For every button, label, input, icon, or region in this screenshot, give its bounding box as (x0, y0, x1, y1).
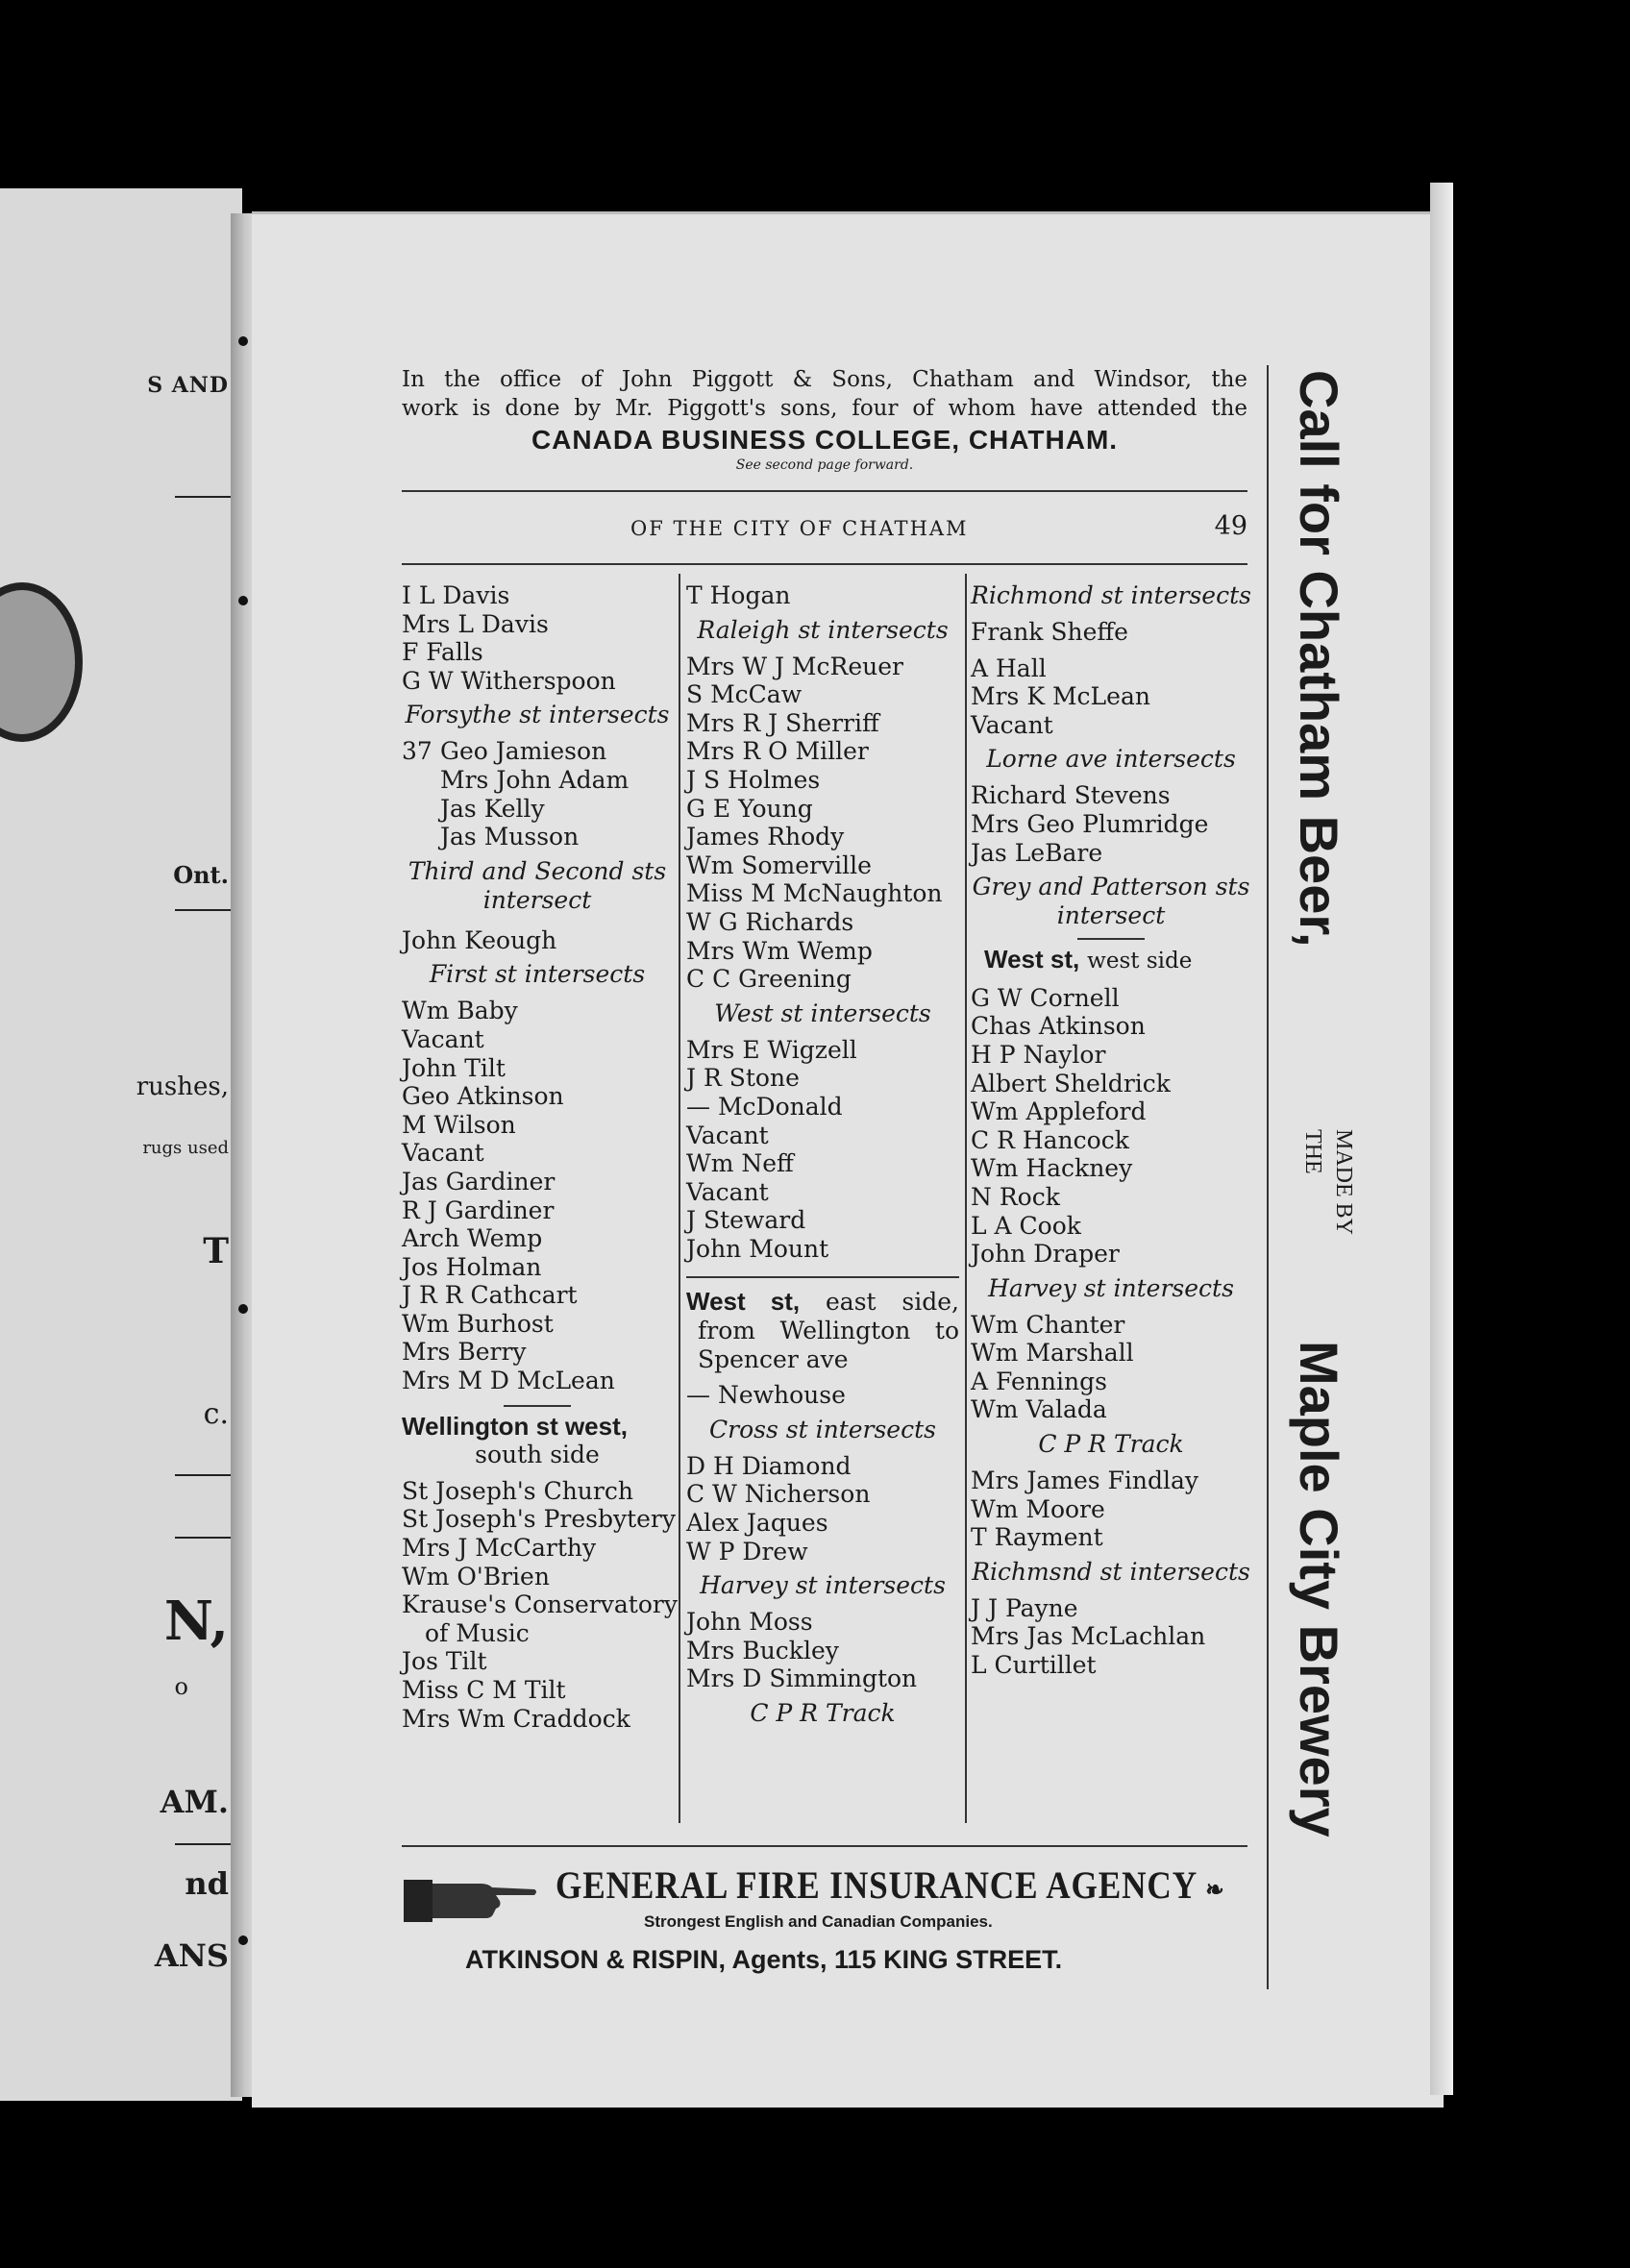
entry-list (402, 581, 673, 695)
section-heading: Richmsnd st intersects (972, 1557, 1250, 1586)
page-edge (1430, 183, 1453, 2095)
left-fragment: N, (163, 1590, 229, 1653)
entry-list (686, 653, 959, 994)
ad-text-line: In the office of John Piggott & Sons, Chatham and Windsor, the (402, 367, 1247, 392)
list-item: G E Young (686, 794, 813, 823)
list-item: T Hogan (686, 581, 791, 609)
section-heading: C P R Track (1038, 1430, 1184, 1459)
list-item: Wm Chanter (971, 1310, 1125, 1339)
list-item: — McDonald (686, 1092, 843, 1121)
street-range: Spencer ave (698, 1344, 849, 1373)
directory-column-3 (971, 581, 1251, 1680)
list-item: Richard Stevens (971, 781, 1171, 810)
list-item: Mrs Geo Plumridge (971, 809, 1209, 838)
entry-list (402, 1476, 678, 1619)
column-rule (679, 574, 680, 1823)
list-item: N Rock (971, 1182, 1060, 1211)
list-item: Jas Gardiner (402, 1167, 556, 1196)
list-item: Geo Atkinson (402, 1082, 564, 1111)
list-item: Wm Neff (686, 1149, 794, 1178)
list-item: Wm Valada (971, 1395, 1107, 1424)
spacer (686, 1373, 959, 1381)
section-heading: West st intersects (714, 998, 931, 1027)
pointing-hand-icon (404, 1874, 538, 1928)
spacer (402, 1469, 673, 1477)
list-item: Mrs John Adam (440, 765, 630, 794)
entry-list (971, 781, 1251, 867)
section-heading-line: Third and Second sts (408, 856, 667, 885)
directory-column-2 (686, 581, 959, 1736)
list-item: Wm Appleford (971, 1097, 1147, 1126)
list-item: C R Hancock (971, 1125, 1129, 1154)
list-item: J J Payne (971, 1593, 1078, 1622)
section-heading: Harvey st intersects (700, 1571, 946, 1600)
street-side: south side (475, 1441, 600, 1469)
list-item: Alex Jaques (686, 1509, 828, 1538)
section-heading-line: Grey and Patterson sts (972, 873, 1250, 901)
left-fragment: rugs used (142, 1138, 229, 1158)
entry-list (971, 1467, 1251, 1552)
side-ad-text: Call for Chatham Beer, (1289, 370, 1349, 948)
list-item: Vacant (402, 1139, 484, 1168)
list-item: Vacant (686, 1121, 769, 1149)
top-advertisement (402, 365, 1247, 473)
column-rule (965, 574, 967, 1823)
divider (504, 1405, 571, 1407)
list-item: Mrs R O Miller (686, 737, 869, 766)
left-fragment: c. (203, 1397, 229, 1431)
street-side: west side (1087, 949, 1193, 974)
list-item: W G Richards (686, 907, 854, 936)
list-item: Frank Sheffe (971, 618, 1128, 646)
section-heading: Richmond st intersects (971, 581, 1251, 609)
list-item: Wm Hackney (971, 1154, 1133, 1183)
list-item: Mrs J McCarthy (402, 1534, 597, 1563)
list-item: Wm Somerville (686, 850, 872, 879)
list-item: Jos Tilt (402, 1647, 487, 1676)
binding-mark (238, 596, 248, 605)
list-item: Miss C M Tilt (402, 1676, 566, 1704)
list-item: Jas LeBare (971, 838, 1103, 867)
list-item: J R Stone (686, 1064, 800, 1093)
list-item: St Joseph's Church (402, 1476, 633, 1505)
section-heading-line: intersect (1056, 901, 1166, 930)
list-item (402, 737, 673, 766)
house-number: 37 (402, 737, 432, 766)
agency-title: GENERAL FIRE INSURANCE AGENCY (556, 1863, 1197, 1907)
list-item: Mrs W J McReuer (686, 652, 904, 680)
list-item: John Mount (686, 1234, 829, 1263)
list-item: Miss M McNaughton (686, 879, 943, 908)
list-item: Wm Baby (402, 997, 518, 1025)
list-item: F Falls (402, 638, 483, 667)
left-wreath-emblem (0, 582, 83, 742)
list-item: A Hall (971, 653, 1047, 682)
list-item: Vacant (971, 710, 1053, 739)
list-item: Mrs R J Sherriff (686, 708, 879, 737)
list-item: James Rhody (686, 823, 845, 851)
list-item: L Curtillet (971, 1651, 1097, 1680)
rule (402, 563, 1247, 565)
list-item: — Newhouse (686, 1381, 846, 1410)
list-item: H P Naylor (971, 1040, 1106, 1069)
list-item: S McCaw (686, 680, 803, 709)
entry-list (686, 1381, 959, 1410)
list-item: Mrs L Davis (402, 609, 549, 638)
list-item: Wm Marshall (971, 1339, 1134, 1368)
list-item: St Joseph's Presbytery (402, 1505, 677, 1534)
list-item: Jas Kelly (440, 794, 545, 823)
list-item: A Fennings (971, 1367, 1107, 1395)
agency-agents: ATKINSON & RISPIN, Agents, 115 KING STREET. (465, 1945, 1063, 1974)
side-ad-the: THE (1300, 1129, 1325, 1174)
entry-list (971, 1594, 1251, 1680)
section-heading-line: intersect (482, 885, 592, 914)
list-item: W P Drew (686, 1537, 808, 1565)
left-fragment: AM. (160, 1784, 229, 1820)
directory-column-1 (402, 581, 678, 1733)
spacer (971, 647, 1251, 654)
running-title: OF THE CITY OF CHATHAM (630, 517, 969, 540)
list-item: John Moss (686, 1608, 813, 1637)
list-item: Wm Burhost (402, 1309, 554, 1338)
fleuron-icon: ❧ (1205, 1876, 1225, 1904)
section-heading: First st intersects (429, 960, 646, 989)
street-name: West st, (686, 1287, 801, 1317)
list-item: Wm Moore (971, 1494, 1105, 1523)
list-item: J S Holmes (686, 765, 821, 794)
section-heading (971, 873, 1251, 930)
list-item: Mrs Wm Craddock (402, 1704, 630, 1733)
left-fragment: o (174, 1673, 188, 1700)
list-item: Mrs D Simmington (686, 1664, 918, 1693)
ad-text-line: work is done by Mr. Piggott's sons, four of whom have attended the (402, 396, 1247, 421)
street-heading: Wellington st west, (402, 1411, 628, 1441)
list-item: L A Cook (971, 1211, 1081, 1240)
list-item: Mrs M D McLean (402, 1367, 615, 1395)
left-fragment: S AND (147, 373, 229, 398)
list-item: Mrs E Wigzell (686, 1035, 857, 1064)
entry-list (971, 654, 1251, 740)
list-item: John Tilt (402, 1053, 506, 1082)
list-item: Jas Musson (440, 823, 580, 851)
entry-list (402, 997, 673, 1394)
entry-list (686, 1608, 959, 1693)
left-fragment: nd (185, 1865, 229, 1902)
list-item: G W Cornell (971, 983, 1120, 1012)
section-heading: Harvey st intersects (988, 1273, 1234, 1302)
list-item: Krause's Conservatory (402, 1590, 678, 1619)
list-item: M Wilson (402, 1110, 516, 1139)
left-facing-page (0, 188, 242, 2101)
street-heading (971, 946, 1251, 976)
list-item: John Keough (402, 925, 557, 954)
entry-list (971, 618, 1251, 647)
left-fragment: rushes, (136, 1072, 229, 1101)
entry-list (686, 1036, 959, 1264)
list-item: I L Davis (402, 581, 510, 609)
section-heading: Raleigh st intersects (697, 615, 949, 644)
list-item: Arch Wemp (402, 1224, 543, 1253)
binding-mark (238, 336, 248, 346)
list-item: C W Nicherson (686, 1480, 871, 1509)
list-item: Vacant (402, 1024, 484, 1053)
list-item: Mrs Buckley (686, 1636, 839, 1664)
list-item: D H Diamond (686, 1451, 852, 1480)
section-heading: Forsythe st intersects (405, 701, 670, 729)
entry-list (971, 1311, 1251, 1424)
list-item: G W Witherspoon (402, 666, 616, 695)
entry-list (971, 984, 1251, 1269)
list-item: J R R Cathcart (402, 1281, 578, 1310)
page-number: 49 (1214, 511, 1247, 541)
left-fragment: Ont. (173, 861, 229, 889)
list-item: Mrs Berry (402, 1338, 527, 1367)
see-note: See second page forward. (735, 457, 914, 473)
list-item: J Steward (686, 1206, 806, 1235)
list-item: of Music (425, 1618, 530, 1647)
agency-name (556, 1862, 1224, 1908)
list-item: Mrs Jas McLachlan (971, 1622, 1206, 1651)
spacer (971, 976, 1251, 984)
rule (402, 490, 1247, 492)
list-item: Jos Holman (402, 1252, 542, 1281)
entry-list (686, 581, 959, 610)
list-item: Wm O'Brien (402, 1562, 550, 1590)
running-head (402, 511, 1247, 550)
entry-list (402, 766, 673, 851)
list-item: Mrs K McLean (971, 682, 1150, 711)
section-heading (402, 857, 673, 915)
list-item: Albert Sheldrick (971, 1069, 1171, 1097)
street-side: east side, (826, 1288, 960, 1317)
section-heading: Lorne ave intersects (986, 745, 1236, 774)
street-range: from Wellington to (698, 1317, 959, 1345)
college-name: CANADA BUSINESS COLLEGE, CHATHAM. (531, 425, 1119, 455)
binding-mark (238, 1304, 248, 1314)
section-heading: C P R Track (750, 1699, 896, 1727)
list-item: John Draper (971, 1240, 1120, 1269)
section-heading: Cross st intersects (709, 1415, 936, 1443)
street-name: West st, (984, 945, 1080, 974)
list-item: Mrs Wm Wemp (686, 936, 873, 965)
left-fragment: ANS (154, 1937, 229, 1974)
street-heading (686, 1288, 959, 1317)
list-item: T Rayment (971, 1523, 1103, 1552)
list-item: Chas Atkinson (971, 1012, 1146, 1041)
left-fragment: T (203, 1231, 229, 1271)
list-item: C C Greening (686, 965, 852, 994)
divider (1077, 938, 1145, 940)
list-item: Vacant (686, 1177, 769, 1206)
list-item: Mrs James Findlay (971, 1467, 1198, 1495)
binding-mark (238, 1935, 248, 1945)
entry-list (402, 926, 673, 955)
resident-name: Geo Jamieson (440, 737, 607, 766)
rule (686, 1276, 959, 1278)
side-rule (1267, 365, 1269, 1989)
list-item: R J Gardiner (402, 1196, 555, 1224)
entry-list (686, 1452, 959, 1565)
rule (402, 1845, 1247, 1847)
side-ad-made-by: MADE BY (1331, 1129, 1356, 1236)
agency-companies: Strongest English and Canadian Companies. (644, 1912, 993, 1931)
entry-list (402, 1647, 673, 1733)
side-ad-brewery: Maple City Brewery (1289, 1341, 1349, 1837)
